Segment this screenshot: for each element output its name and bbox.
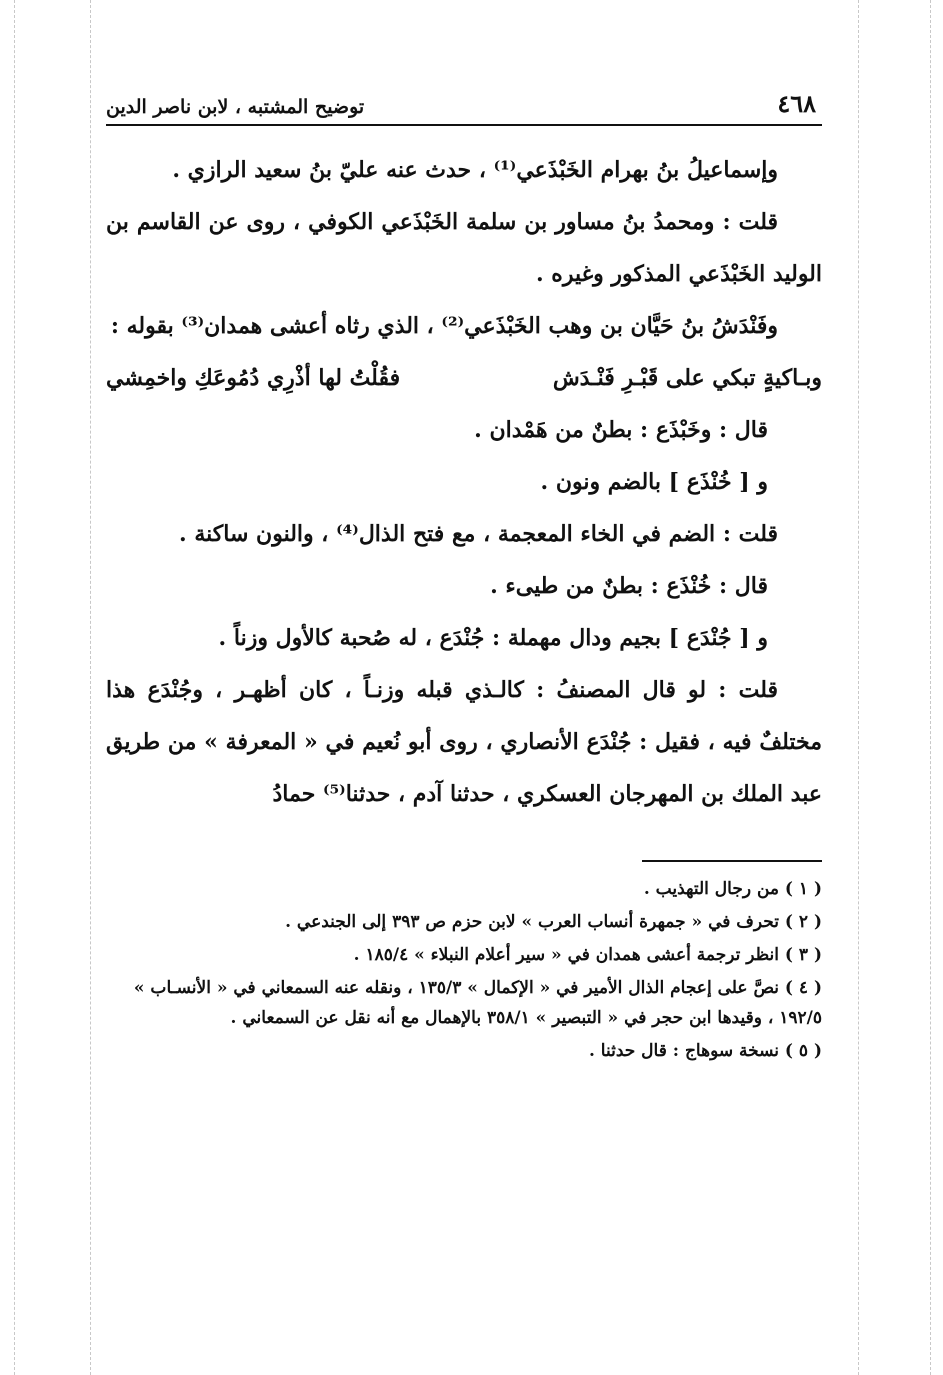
paragraph: قلت : ومحمدُ بنُ مساور بن سلمة الخَبْذَعي الكوفي ، روى عن القاسم بن الوليد الخَبْذَعي المذكور وغيره . bbox=[106, 209, 822, 287]
running-header bbox=[106, 82, 822, 126]
scan-guide-mid-right bbox=[858, 0, 859, 1375]
page-number: ٤٦٨ bbox=[777, 89, 816, 118]
footnote: ( ٢ ) تحرف في « جمهرة أنساب العرب » لابن حزم ص ٣٩٣ إلى الجندعي . bbox=[285, 912, 822, 932]
main-text bbox=[106, 144, 822, 820]
paragraph: و [ خُنْذَع ] بالضم ونون . bbox=[540, 469, 768, 495]
paragraph: قلت : الضم في الخاء المعجمة ، مع فتح الذال⁽⁴⁾ ، والنون ساكنة . bbox=[179, 521, 778, 547]
verse-second-hemistich: فقُلْتُ لها أذْرِي دُمُوعَكِ واخمِشي bbox=[106, 365, 401, 391]
paragraph: و [ جُنْدَع ] بجيم ودال مهملة : جُنْدَع ، له صُحبة كالأول وزناً . bbox=[218, 625, 768, 651]
paragraph: وفَنْدَشُ بنُ حَيَّان بن وهب الخَبْذَعي⁽²⁾ ، الذي رثاه أعشى همدان⁽³⁾ بقوله : bbox=[110, 313, 778, 339]
scan-guide-right bbox=[930, 0, 931, 1375]
scan-guide-left bbox=[14, 0, 15, 1375]
footnote-separator bbox=[642, 860, 822, 862]
footnote: ( ١ ) من رجال التهذيب . bbox=[643, 879, 822, 899]
footnote: ( ٥ ) نسخة سوهاج : قال حدثنا . bbox=[588, 1041, 822, 1061]
footnote: ( ٤ ) نصَّ على إعجام الذال الأمير في « الإكمال » ١٣٥/٣ ، ونقله عنه السمعاني في « الأنسـاب » ١٩٢/٥ ، وقيدها ابن حجر في « التبصير » ٣٥٨/١ بالإهمال مع أنه نقل عن السمعاني . bbox=[133, 978, 822, 1028]
footnote: ( ٣ ) انظر ترجمة أعشى همدان في « سير أعلام النبلاء » ١٨٥/٤ . bbox=[353, 945, 822, 965]
footnotes bbox=[106, 874, 822, 1066]
verse-first-hemistich: وبـاكيةٍ تبكي على قَبْـرِ فَنْـدَش bbox=[552, 365, 822, 391]
paragraph: قال : وخَبْذَع : بطنٌ من هَمْدان . bbox=[474, 417, 768, 443]
running-title: توضيح المشتبه ، لابن ناصر الدين bbox=[106, 96, 365, 118]
paragraph: قال : خُنْذَع : بطنٌ من طيىء . bbox=[490, 573, 768, 599]
book-page bbox=[106, 82, 822, 1069]
poem-verse bbox=[106, 352, 822, 404]
scan-guide-mid-left bbox=[90, 0, 91, 1375]
paragraph: قلت : لو قال المصنفُ : كالـذي قبله وزنـاً ، كان أظهـر ، وجُنْدَع هذا مختلفٌ فيه ، فقيل : جُنْدَع الأنصاري ، روى أبو نُعيم في « المعرفة » من طريق عبد الملك بن المهرجان العسكري ، حدثنا آدم ، حدثنا⁽⁵⁾ حمادُ bbox=[106, 677, 822, 807]
paragraph: وإسماعيلُ بنُ بهرام الخَبْذَعي⁽¹⁾ ، حدث عنه عليّ بنُ سعيد الرازي . bbox=[172, 157, 778, 183]
